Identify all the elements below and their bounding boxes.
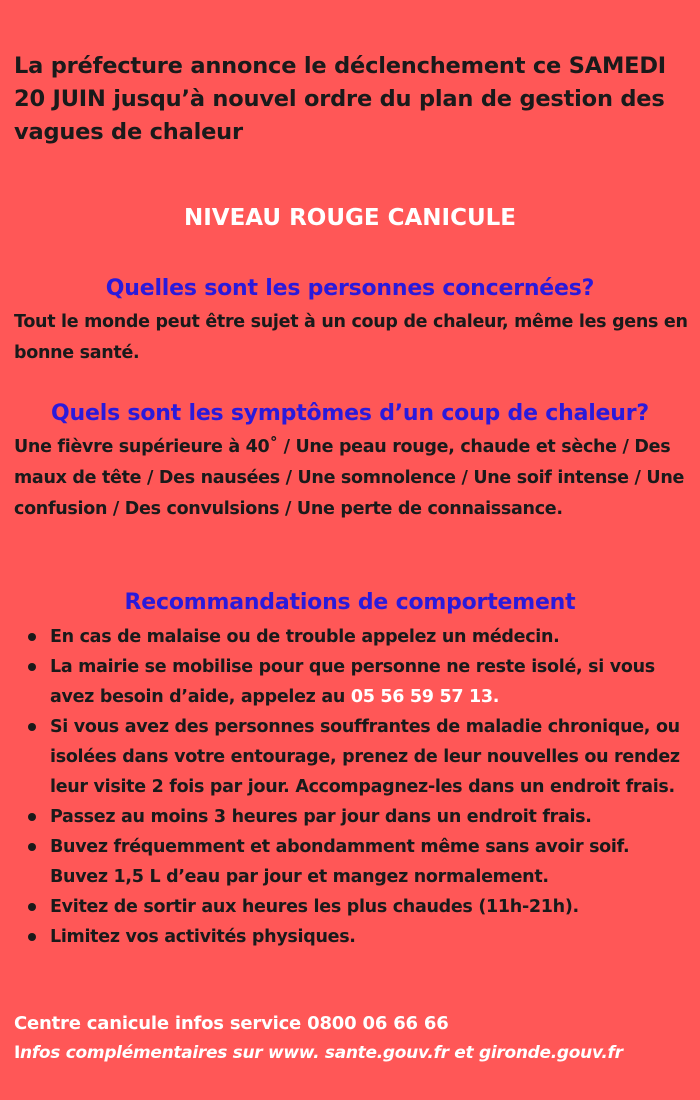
concerned-people-heading: Quelles sont les personnes concernées? xyxy=(105,276,595,301)
list-item-text: Evitez de sortir aux heures les plus chaudes (11h-21h). xyxy=(50,897,579,917)
announcement-text: La préfecture annonce le déclenchement ce SAMEDI 20 JUIN jusqu’à nouvel ordre du plan de gestion des vagues de chaleur xyxy=(14,53,666,145)
list-item xyxy=(14,802,690,832)
list-item xyxy=(14,712,690,802)
more-info-rest: nfos complémentaires sur www. sante.gouv.fr et gironde.gouv.fr xyxy=(20,1043,623,1063)
concerned-people-text: Tout le monde peut être sujet à un coup de chaleur, même les gens en bonne santé. xyxy=(14,312,688,363)
mairie-phone-number[interactable]: 05 56 59 57 13. xyxy=(350,687,500,707)
list-item xyxy=(14,652,690,712)
list-item-text: Si vous avez des personnes souffrantes de maladie chronique, ou isolées dans votre entourage, prenez de leur nouvelles ou rendez leur visite 2 fois par jour. Accompagnez-les dans un endroit frais. xyxy=(50,717,680,797)
list-item xyxy=(14,892,690,922)
more-info-lead: I xyxy=(14,1043,21,1063)
recommendations-list xyxy=(14,622,690,952)
alert-level-title: NIVEAU ROUGE CANICULE xyxy=(183,205,517,231)
symptoms-heading: Quels sont les symptômes d’un coup de chaleur? xyxy=(51,401,649,426)
symptoms-text: Une fièvre supérieure à 40˚ / Une peau rouge, chaude et sèche / Des maux de tête / Des nausées / Une somnolence / Une soif intense / Une confusion / Des convulsions / Une perte de connaissance. xyxy=(14,437,685,519)
list-item-text: La mairie se mobilise pour que personne ne reste isolé, si vous avez besoin d’aide, appelez au xyxy=(50,657,655,707)
list-item xyxy=(14,922,690,952)
hotline-text: Centre canicule infos service 0800 06 66 66 xyxy=(14,1013,449,1034)
list-item xyxy=(14,832,690,892)
list-item xyxy=(14,622,690,652)
list-item-text: Limitez vos activités physiques. xyxy=(50,927,356,947)
list-item-text: En cas de malaise ou de trouble appelez un médecin. xyxy=(50,627,560,647)
list-item-text: Buvez fréquemment et abondamment même sans avoir soif. Buvez 1,5 L d’eau par jour et mangez normalement. xyxy=(50,837,630,887)
list-item-text: Passez au moins 3 heures par jour dans un endroit frais. xyxy=(50,807,592,827)
more-info-text xyxy=(14,1043,623,1063)
recommendations-heading: Recommandations de comportement xyxy=(124,590,576,615)
